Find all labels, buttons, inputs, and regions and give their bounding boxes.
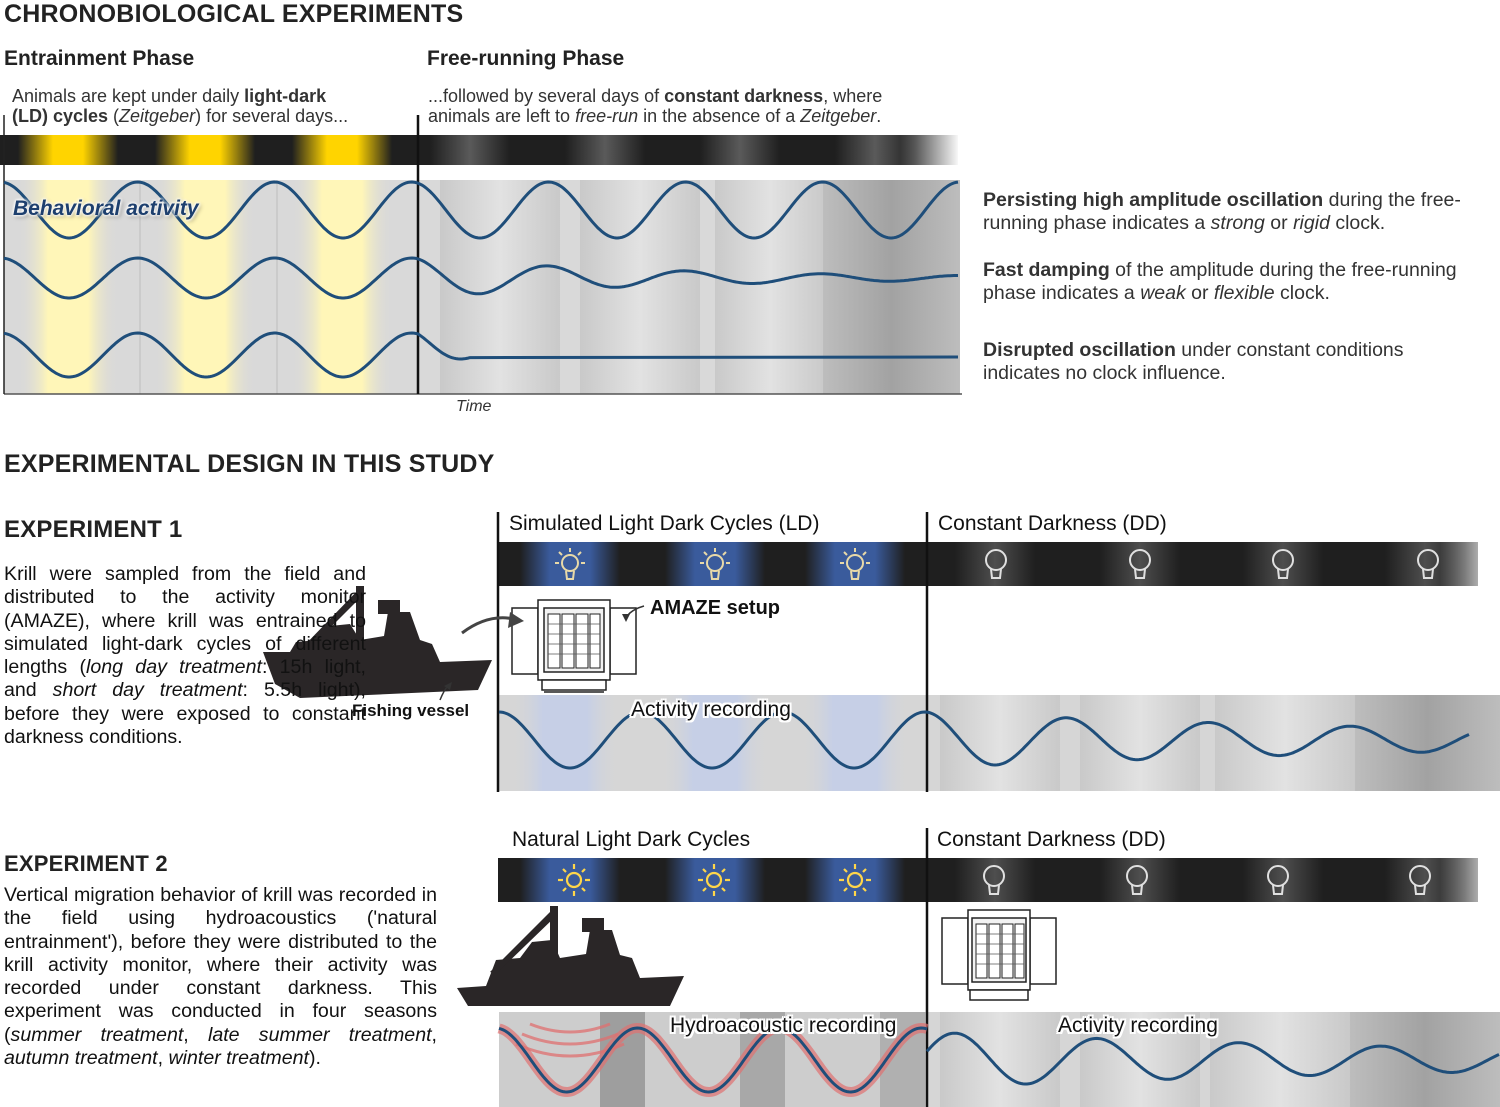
text-run: Vertical migration behavior of krill was recorded in the field using hydroacoustics ('natural entrainment'), before they were distributed to the krill activity monitor, where their activity was recorded under constant darkness. This experiment was conducted in four seasons ( [4,884,437,1046]
text-run: or [1185,282,1214,304]
text-run: ( [108,106,120,126]
text-run-italic: strong [1210,212,1265,234]
exp2-activity-recording-label: Activity recording [1058,1014,1218,1037]
text-run: during the free-running phase indicates a [983,189,1461,234]
text-run-italic: Zeitgeber [800,106,877,126]
exp1-ld-label: Simulated Light Dark Cycles (LD) [509,512,820,535]
text-run-italic: flexible [1213,282,1275,304]
legend-item-none [983,339,1483,385]
light-dark-bar-exp2 [498,858,1500,902]
text-run: : 5.5h light), before they were exposed to constant darkness conditions. [4,679,366,749]
text-run: clock. [1329,212,1386,234]
entrainment-description [12,86,412,126]
exp1-dd-label: Constant Darkness (DD) [938,512,1167,535]
text-run: or [1264,212,1294,234]
behavioral-activity-label: Behavioral activity [13,197,199,220]
text-run-italic: short day treatment [52,679,243,702]
text-run-italic: autumn treatment [4,1047,158,1070]
light-dark-bar-top [0,135,960,165]
entrainment-heading: Entrainment Phase [4,47,195,70]
text-run-italic: Zeitgeber [119,106,196,126]
text-run-bold: (LD) cycles [12,106,109,126]
light-dark-bar-exp1 [498,542,1500,586]
experiment2-description [4,884,437,1070]
text-run-italic: late summer treatment [207,1023,432,1046]
text-run-italic: free-run [575,106,639,126]
clock-interpretation-legend [983,189,1483,409]
exp2-ld-label: Natural Light Dark Cycles [512,828,751,851]
text-run: , [157,1047,169,1070]
experiment1-heading: EXPERIMENT 1 [4,516,183,543]
freerunning-heading: Free-running Phase [427,47,625,70]
time-axis-label: Time [456,398,492,415]
experiment1-description [4,563,366,749]
text-run: : 15h light, and [4,656,366,702]
text-run-italic: long day treatment [85,656,262,679]
section-title-chronobiology: CHRONOBIOLOGICAL EXPERIMENTS [4,0,464,28]
text-run-bold: Persisting high amplitude oscillation [983,189,1324,211]
text-run: animals are left to [428,106,576,126]
hydroacoustic-recording-label: Hydroacoustic recording [670,1014,897,1037]
exp2-dd-label: Constant Darkness (DD) [937,828,1166,851]
text-run-bold: constant darkness [664,86,824,106]
text-run: ...followed by several days of [428,86,665,106]
amaze-setup-label: AMAZE setup [650,597,780,619]
text-run: under constant conditions indicates no clock influence. [983,339,1404,384]
text-run-italic: weak [1140,282,1186,304]
text-run-italic: summer treatment [10,1023,184,1046]
amaze-setup-icon [942,910,1056,1000]
text-run: , [431,1023,437,1046]
text-run-bold: Disrupted oscillation [983,339,1176,361]
ship-silhouette-icon [457,906,684,1006]
text-run: in the absence of a [638,106,801,126]
text-run: . [876,106,882,126]
freerunning-description [428,86,958,126]
text-run: clock. [1274,282,1330,304]
text-run: Krill were sampled from the field and distributed to the activity monitor (AMAZE), where krill was entrained to simulated light-dark cycles of different lengths ( [4,563,366,679]
experiment2-heading: EXPERIMENT 2 [4,851,168,876]
fishing-vessel-label: Fishing vessel [352,701,470,720]
text-run: ). [308,1047,321,1070]
section-title-design: EXPERIMENTAL DESIGN IN THIS STUDY [4,450,495,478]
legend-item-weak [983,259,1483,305]
text-run: Animals are kept under daily [12,86,245,106]
text-run: , [183,1023,208,1046]
text-run: , where [823,86,883,106]
amaze-setup-icon [512,600,636,692]
exp1-activity-recording-label: Activity recording [631,698,791,721]
text-run-bold: Fast damping [983,259,1110,281]
text-run-bold: light-dark [244,86,327,106]
text-run: ) for several days... [195,106,349,126]
legend-item-strong [983,189,1483,235]
text-run-italic: winter treatment [168,1047,309,1070]
text-run-italic: rigid [1293,212,1330,234]
text-run: of the amplitude during the free-running phase indicates a [983,259,1457,304]
